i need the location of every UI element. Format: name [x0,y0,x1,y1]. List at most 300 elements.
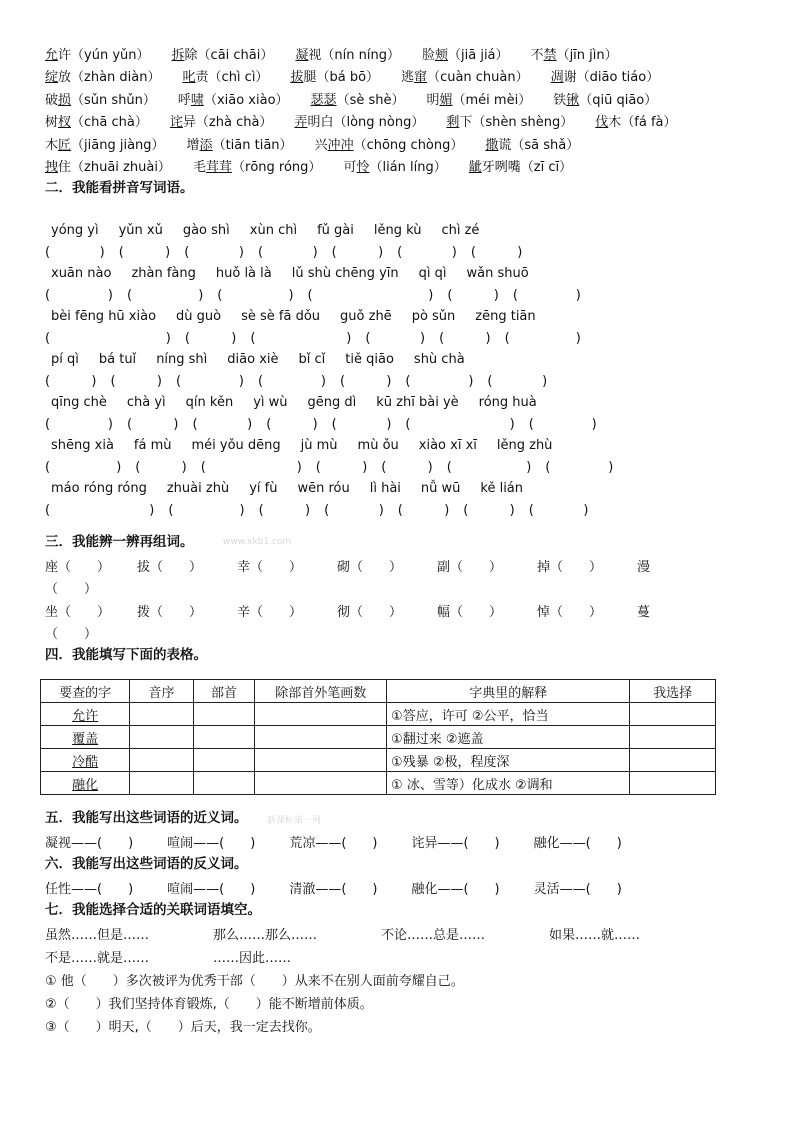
word-blank-item[interactable]: 喧闹——( ) [167,836,256,851]
pinyin-options[interactable]: （fá fà） [621,115,677,131]
vocab-item[interactable] [172,44,274,63]
vocab-row [45,110,757,133]
answer-parentheses[interactable]: ( ) [118,244,171,260]
vocab-word [187,138,213,153]
vocab-char: 龇 [468,160,482,176]
pinyin-prompt: róng huà [478,395,537,411]
section-7-title: 七．我能选择合适的关联词语填空。 [45,902,261,918]
vocab-item[interactable] [315,134,464,153]
vocab-char: 牙 [481,160,495,176]
vocab-item[interactable] [446,111,573,130]
vocab-item[interactable] [595,111,676,130]
vocab-word [45,48,71,63]
answer-parentheses[interactable]: ( ) [45,459,122,475]
answer-parentheses[interactable]: ( ) [200,459,302,475]
table-row [41,749,716,772]
column-header: 音序 [130,680,193,703]
vocab-char: 拽 [45,160,59,176]
stroke-count-cell[interactable] [255,749,387,772]
vocab-item[interactable] [426,89,531,108]
distinguish-item[interactable]: 座（ ） [45,559,111,575]
word-blank-item[interactable]: 融化——( ) [411,882,500,897]
pinyin-prompt: lěng zhù [496,438,553,454]
pinyin-prompt: zēng tiān [475,309,536,325]
conjunction-option: 虽然……但是…… [45,928,150,943]
stroke-count-cell[interactable] [255,772,387,795]
answer-parentheses[interactable]: ( ) [192,416,253,432]
pinyin-options[interactable]: （cāi chāi） [197,47,274,63]
vocab-char: 腿 [303,70,317,86]
vocab-item[interactable] [45,134,165,153]
vocab-char: 杈 [58,115,72,131]
pinyin-prompt: lì hài [369,481,401,497]
vocab-item[interactable] [193,156,321,175]
vocab-char: 撒 [485,137,499,153]
word-blank-item[interactable]: 灵活——( ) [533,882,622,897]
vocab-char: 凝 [295,47,309,63]
pinyin-prompt: huǒ là là [215,266,272,282]
answer-parentheses[interactable]: ( ) [127,416,179,432]
answer-parentheses[interactable]: ( ) [45,373,97,389]
vocab-word [311,93,337,108]
vocab-word [401,70,427,85]
pinyin-options[interactable]: （nín níng） [321,47,400,63]
vocab-char: 绽 [45,70,59,86]
pinyin-row [45,263,757,285]
vocab-item[interactable] [485,134,579,153]
vocab-item[interactable] [178,89,289,108]
pinyin-prompt: zhàn fàng [131,266,196,282]
answer-parentheses[interactable]: ( ) [315,459,368,475]
answer-parentheses[interactable]: ( ) [45,502,155,518]
vocab-word [45,70,71,85]
pinyin-options[interactable]: （sè shè） [336,92,405,108]
word-blank-item[interactable]: 融化——( ) [533,836,622,851]
answer-parentheses[interactable]: ( ) [447,287,499,303]
vocab-item[interactable] [295,44,400,63]
answer-blank[interactable]: （ ） [45,582,98,598]
column-header: 我选择 [630,680,716,703]
answer-parentheses[interactable]: ( ) [266,416,318,432]
distinguish-row-2 [45,599,757,622]
pinyin-options[interactable]: （rōng róng） [231,160,322,176]
vocab-char: 嘴 [507,160,521,176]
distinguish-row-1-cont [45,577,757,600]
vocab-word [172,48,198,63]
vocab-char: 破 [45,92,59,108]
distinguish-item[interactable]: 掉（ ） [537,559,603,575]
pinyin-options[interactable]: （zī cī） [520,160,573,176]
vocab-char: 媚 [439,92,453,108]
answer-parentheses[interactable]: ( ) [331,244,384,260]
vocab-word [426,93,452,108]
antonym-row [45,876,757,899]
pinyin-prompt: yí fù [249,481,278,497]
vocab-char: 茸 [218,160,232,176]
vocab-word [469,160,521,175]
vocab-item[interactable] [45,111,148,130]
pinyin-prompt: chì zé [441,223,480,239]
vocab-char: 诧 [169,115,183,131]
vocab-char: 匠 [58,137,72,153]
pinyin-prompt: wēn róu [297,481,350,497]
distinguish-row-1 [45,554,757,577]
vocab-item[interactable] [294,111,424,130]
vocab-word [170,115,196,130]
question-1: ① 他（ ）多次被评为优秀干部（ ）从来不在别人面前夸耀自己。 [45,974,464,989]
vocab-char: 冲 [327,137,341,153]
answer-row [45,328,757,350]
pinyin-choice-section [45,42,757,177]
vocab-item[interactable] [187,134,293,153]
pinyin-options[interactable]: （zhuāi zhuài） [71,160,171,176]
pinyin-prompt: lǔ shù chēng yīn [291,266,399,282]
vocab-item[interactable] [311,89,405,108]
pinyin-prompt: xiào xī xī [418,438,477,454]
vocab-char: 木 [608,115,622,131]
answer-parentheses[interactable]: ( ) [439,330,491,346]
vocab-word [183,70,209,85]
vocab-char: 可 [343,160,357,176]
word-blank-item[interactable]: 凝视——( ) [45,836,134,851]
table-row [41,703,716,726]
vocab-char: 脸 [421,47,435,63]
vocab-char: 叱 [182,70,196,86]
pinyin-prompt: sè sè fā dǒu [241,309,321,325]
answer-parentheses[interactable]: ( ) [184,244,244,260]
vocab-word [290,70,316,85]
pinyin-options[interactable]: （chōng chòng） [353,137,464,153]
radical-cell[interactable] [193,703,255,726]
conjunction-options-row-2 [45,945,757,968]
pinyin-prompt: pò sǔn [411,309,456,325]
vocab-word [294,115,333,130]
pinyin-prompt: qín kěn [185,395,234,411]
vocab-word [485,138,511,153]
distinguish-item[interactable]: 悼（ ） [537,604,603,620]
dictionary-table [40,679,716,795]
distinguish-item[interactable]: 砌（ ） [337,559,403,575]
pinyin-prompt: yǔn xǔ [118,223,163,239]
answer-parentheses[interactable]: ( ) [45,244,105,260]
definition-cell: ①答应，许可 ②公平，恰当 [387,703,630,726]
vocab-char: 锹 [566,92,580,108]
pinyin-options[interactable]: （lián líng） [369,160,447,176]
pinyin-options[interactable]: （cuàn chuàn） [427,70,529,86]
pinyin-prompt: lěng kù [373,223,422,239]
pinyin-options[interactable]: （chì cì） [208,70,269,86]
pinyin-options[interactable]: （xiāo xiào） [203,92,289,108]
vocab-word [553,93,579,108]
pinyin-prompt: bǐ cǐ [298,352,326,368]
pinyin-row [45,349,757,371]
section-5-title: 五．我能写出这些词语的近义词。 [45,810,248,826]
vocab-char: 咧 [494,160,508,176]
answer-parentheses[interactable]: ( ) [217,287,294,303]
vocab-row [45,132,757,155]
lookup-word [41,703,130,726]
vocab-char: 损 [58,92,72,108]
vocab-char: 怜 [356,160,370,176]
pinyin-prompt: shēng xià [51,438,114,454]
vocab-item[interactable] [290,66,379,85]
pinyin-prompt: méi yǒu dēng [191,438,281,454]
conjunction-option: 如果……就…… [549,928,641,943]
vocab-char: 许 [58,47,72,63]
pinyin-prompt: qīng chè [51,395,107,411]
pinyin-options[interactable]: （shèn shèng） [472,115,574,131]
answer-parentheses[interactable]: ( ) [324,502,384,518]
pinyin-prompt: bá tuǐ [98,352,137,368]
definition-cell: ①翻过来 ②遮盖 [387,726,630,749]
pinyin-prompt: nǚ wū [420,481,461,497]
conjunction-option: ……因此…… [213,951,292,966]
vocab-word [45,115,71,130]
vocab-char: 呼 [177,92,191,108]
word-blank-item[interactable]: 诧异——( ) [411,836,500,851]
choice-cell[interactable] [630,726,716,749]
vocab-char: 铁 [553,92,567,108]
answer-parentheses[interactable]: ( ) [110,373,162,389]
vocab-word [343,160,369,175]
vocab-char: 瑟 [310,92,324,108]
pinyin-options[interactable]: （yún yǔn） [71,47,150,63]
initial-cell[interactable] [130,726,193,749]
answer-parentheses[interactable]: ( ) [168,502,245,518]
vocab-char: 弄 [294,115,308,131]
vocab-char: 白 [320,115,334,131]
vocab-item[interactable] [170,111,273,130]
vocab-row [45,65,757,88]
vocab-item[interactable] [553,89,657,108]
pinyin-prompt: fǔ gài [317,223,354,239]
vocab-char: 拔 [290,70,304,86]
answer-parentheses[interactable]: ( ) [487,373,548,389]
answer-parentheses[interactable]: ( ) [127,287,204,303]
pinyin-prompt: zhuài zhù [166,481,230,497]
vocab-row [45,155,757,178]
answer-row [45,414,757,436]
conjunction-option: 不论……总是…… [381,928,486,943]
pinyin-options[interactable]: （zhàn diàn） [71,70,161,86]
radical-cell[interactable] [193,749,255,772]
vocab-char: 不 [530,47,544,63]
answer-parentheses[interactable]: ( ) [397,502,450,518]
word-blank-item[interactable]: 喧闹——( ) [167,882,256,897]
distinguish-item[interactable]: 蔓 [637,604,651,620]
answer-parentheses[interactable]: ( ) [528,416,597,432]
answer-parentheses[interactable]: ( ) [446,459,532,475]
pinyin-options[interactable]: （chā chà） [71,115,148,131]
answer-parentheses[interactable]: ( ) [381,459,433,475]
vocab-word [595,115,621,130]
answer-parentheses[interactable]: ( ) [470,244,523,260]
answer-parentheses[interactable]: ( ) [339,373,392,389]
vocab-item[interactable] [343,156,446,175]
pinyin-options[interactable]: （bá bō） [316,70,380,86]
stroke-count-cell[interactable] [255,703,387,726]
pinyin-row [45,220,757,242]
answer-parentheses[interactable]: ( ) [45,416,113,432]
pinyin-prompt: gēng dì [307,395,357,411]
radical-cell[interactable] [193,726,255,749]
pinyin-prompt: qì qì [418,266,447,282]
pinyin-options[interactable]: （méi mèi） [452,92,532,108]
vocab-char: 明 [426,92,440,108]
pinyin-prompt: wǎn shuō [466,266,529,282]
pinyin-options[interactable]: （jiāng jiàng） [71,137,165,153]
vocab-item[interactable] [45,89,156,108]
vocab-char: 窜 [414,70,428,86]
vocab-item[interactable] [531,44,618,63]
vocab-char: 拆 [171,47,185,63]
choice-cell[interactable] [630,772,716,795]
pinyin-prompt: bèi fēng hū xiào [51,309,157,325]
initial-cell[interactable] [130,703,193,726]
vocab-char: 谎 [498,137,512,153]
answer-parentheses[interactable]: ( ) [331,416,392,432]
answer-parentheses[interactable]: ( ) [257,373,326,389]
choice-cell[interactable] [630,703,716,726]
vocab-word [446,115,472,130]
answer-parentheses[interactable]: ( ) [257,244,318,260]
word-blank-item[interactable]: 荒凉——( ) [289,836,378,851]
vocab-char: 伐 [595,115,609,131]
pinyin-options[interactable]: （diāo tiáo） [576,70,660,86]
vocab-char: 允 [45,47,59,63]
answer-parentheses[interactable]: ( ) [528,502,589,518]
pinyin-prompt: diāo xiè [227,352,279,368]
vocab-row [45,42,757,65]
pinyin-options[interactable]: （qiū qiāo） [579,92,658,108]
vocab-char: 啸 [190,92,204,108]
vocab-word [178,93,204,108]
answer-parentheses[interactable]: ( ) [405,416,515,432]
vocab-char: 茸 [205,160,219,176]
vocab-item[interactable] [45,66,161,85]
pinyin-options[interactable]: （sǔn shǔn） [71,92,156,108]
vocab-char: 住 [58,160,72,176]
answer-blank[interactable]: （ ） [45,627,98,643]
answer-parentheses[interactable]: ( ) [504,330,581,346]
distinguish-item[interactable]: 幅（ ） [437,604,503,620]
pinyin-prompt: mù ǒu [357,438,399,454]
answer-parentheses[interactable]: ( ) [463,502,515,518]
pinyin-prompt: kū zhī bài yè [376,395,459,411]
pinyin-options[interactable]: （sā shǎ） [511,137,580,153]
pinyin-row [45,306,757,328]
answer-parentheses[interactable]: ( ) [307,287,434,303]
pinyin-options[interactable]: （jīn jìn） [556,47,618,63]
vocab-char: 明 [307,115,321,131]
word-blank-item[interactable]: 清澈——( ) [289,882,378,897]
lookup-word [41,772,130,795]
vocab-char: 异 [182,115,196,131]
distinguish-item[interactable]: 坐（ ） [45,604,111,620]
conjunction-option: 那么……那么…… [213,928,318,943]
answer-parentheses[interactable]: ( ) [365,330,426,346]
pinyin-prompt: chà yì [126,395,166,411]
vocab-char: 责 [195,70,209,86]
distinguish-item[interactable]: 漫 [637,559,651,575]
answer-parentheses[interactable]: ( ) [250,330,352,346]
pinyin-options[interactable]: （tiān tiān） [212,137,293,153]
pinyin-options[interactable]: （jiā jiá） [448,47,509,63]
vocab-item[interactable] [551,66,660,85]
pinyin-prompt: jù mù [300,438,338,454]
pinyin-row [45,478,757,500]
vocab-char: 凋 [550,70,564,86]
distinguish-item[interactable]: 拨（ ） [137,604,203,620]
definition-cell: ① 冰、雪等）化成水 ②调和 [387,772,630,795]
pinyin-options[interactable]: （lòng nòng） [333,115,425,131]
answer-parentheses[interactable]: ( ) [258,502,311,518]
pinyin-prompt: kě lián [480,481,524,497]
vocab-char: 兴 [314,137,328,153]
vocab-item[interactable] [422,44,509,63]
answer-parentheses[interactable]: ( ) [184,330,237,346]
distinguish-item[interactable]: 辛（ ） [237,604,303,620]
distinguish-item[interactable]: 幸（ ） [237,559,303,575]
answer-row [45,371,757,393]
vocab-word [531,48,557,63]
definition-cell: ①残暴 ②极，程度深 [387,749,630,772]
watermark: 新课标第一网 [267,816,322,826]
vocab-item[interactable] [45,156,171,175]
answer-parentheses[interactable]: ( ) [405,373,474,389]
pinyin-options[interactable]: （zhà chà） [195,115,273,131]
vocab-item[interactable] [183,66,269,85]
synonym-row [45,830,757,853]
distinguish-item[interactable]: 拔（ ） [137,559,203,575]
answer-parentheses[interactable]: ( ) [45,330,171,346]
lookup-word-text: 冷酷 [72,754,99,770]
vocab-char: 木 [45,137,59,153]
answer-parentheses[interactable]: ( ) [175,373,244,389]
vocab-word [551,70,577,85]
column-header: 除部首外笔画数 [255,680,387,703]
vocab-char: 禁 [543,47,557,63]
word-blank-item[interactable]: 任性——( ) [45,882,134,897]
vocab-item[interactable] [401,66,529,85]
answer-parentheses[interactable]: ( ) [512,287,581,303]
answer-parentheses[interactable]: ( ) [45,287,113,303]
answer-parentheses[interactable]: ( ) [397,244,457,260]
initial-cell[interactable] [130,749,193,772]
distinguish-item[interactable]: 彻（ ） [337,604,403,620]
answer-parentheses[interactable]: ( ) [135,459,187,475]
vocab-char: 谢 [563,70,577,86]
answer-row [45,500,757,522]
pinyin-prompt: guǒ zhē [340,309,392,325]
vocab-word [45,138,71,153]
vocab-word [422,48,448,63]
answer-parentheses[interactable]: ( ) [545,459,614,475]
table-row [41,772,716,795]
initial-cell[interactable] [130,772,193,795]
vocab-item[interactable] [45,44,150,63]
pinyin-prompt: shù chà [413,352,465,368]
distinguish-item[interactable]: 副（ ） [437,559,503,575]
stroke-count-cell[interactable] [255,726,387,749]
choice-cell[interactable] [630,749,716,772]
pinyin-prompt: yì wù [253,395,288,411]
column-header: 要查的字 [41,680,130,703]
radical-cell[interactable] [193,772,255,795]
vocab-char: 放 [58,70,72,86]
vocab-char: 除 [184,47,198,63]
vocab-item[interactable] [469,156,572,175]
